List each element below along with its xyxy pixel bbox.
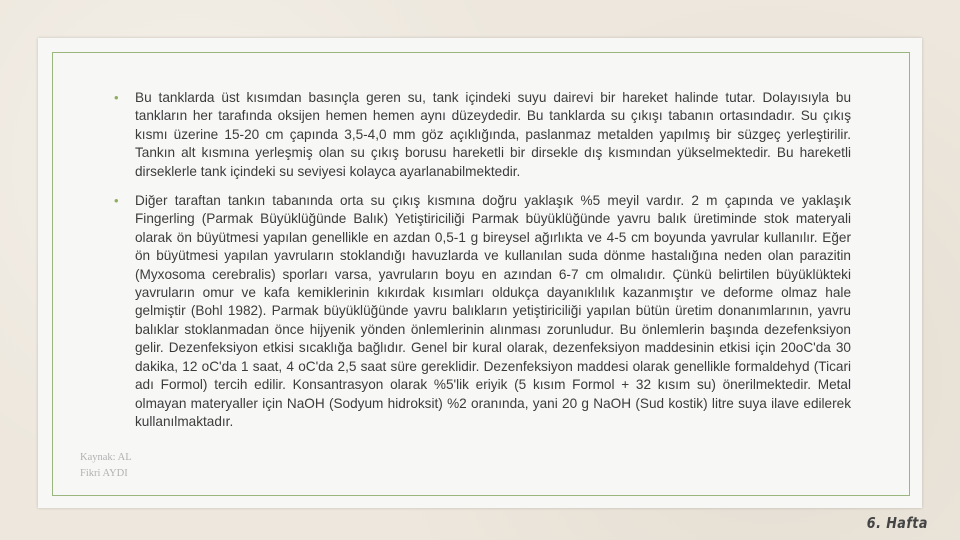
bullet-text: Bu tanklarda üst kısımdan basınçla geren su, tank içindeki suyu dairevi bir hareket halinde tutar. Dolayısıyla bu tankların her tarafında oksijen hemen hemen aynı düzeydedir. Bu tanklarda su çıkışı tabanın ortasındadır. Su çıkış kısmı üzerine 15-20 cm çapında 3,5-4,0 mm göz açıklığında, paslanmaz metalden yapılmış bir süzgeç yerleştirilir. Tankın alt kısmına yerleşmiş olan su çıkış borusu hareketli bir dirsekle dış kısmından yükselmektedir. Bu hareketli dirseklerle tank içindeki su seviyesi kolayca ayarlanabilmektedir.	[135, 90, 851, 179]
source-line-1: Kaynak: AL	[80, 452, 132, 463]
source-citation-overlay	[80, 450, 880, 482]
slide-body	[114, 89, 851, 431]
week-label: 6. Hafta	[866, 514, 928, 532]
bullet-paragraph-2	[114, 192, 851, 431]
source-line-2: Fikri AYDI	[80, 468, 128, 479]
bullet-marker: •	[114, 90, 119, 105]
bullet-paragraph-1	[114, 89, 851, 181]
bullet-marker: •	[114, 193, 119, 209]
bullet-text: Diğer taraftan tankın tabanında orta su çıkış kısmına doğru yaklaşık %5 meyil vardır. 2 m çapında ve yaklaşık Fingerling (Parmak Büyüklüğünde Balık) Yetiştiriciliği Parmak büyüklüğünde yavru balık üretiminde stok materyali olarak ön büyütmesi yapılan genellikle en azdan 0,5-1 g bireysel ağırlıkta ve 4-5 cm boyunda yavrular kullanılır. Eğer ön büyütmesi yapılan yavruların stoklandığı havuzlarda ve kullanılan suda dönme hastalığına neden olan parazitin (Myxosoma cerebralis) sporları varsa, yavruların boyu en azından 6-7 cm olmalıdır. Çünkü belirtilen büyüklükteki yavruların omur ve kafa kemiklerinin kıkırdak kısımları oldukça dayanıklılık kazanmıştır ve deforme olmaz hale gelmiştir (Bohl 1982). Parmak büyüklüğünde yavru balıkların yetiştiriciliği yapılan bütün üretim donanımlarının, yavru balıklar stoklanmadan önce hijyenik yönden önlemlerinin alınması zorunludur. Bu önlemlerin başında dezefenksiyon gelir. Dezenfeksiyon etkisi sıcaklığa bağlıdır. Genel bir kural olarak, dezenfeksiyon maddesinin etkisi için 20oC'da 30 dakika, 12 oC'da 1 saat, 4 oC'da 2,5 saat süre gereklidir. Dezenfeksiyon maddesi olarak genellikle formaldehyd (Ticari adı Formol) tercih edilir. Konsantrasyon olarak %5'lik eriyik (5 kısım Formol + 32 kısım su) önerilmektedir. Metal olmayan materyaller için NaOH (Sodyum hidroksit) %2 oranında, yani 20 g NaOH (Sud kostik) litre suya ilave edilerek kullanılmaktadır.	[135, 193, 851, 429]
